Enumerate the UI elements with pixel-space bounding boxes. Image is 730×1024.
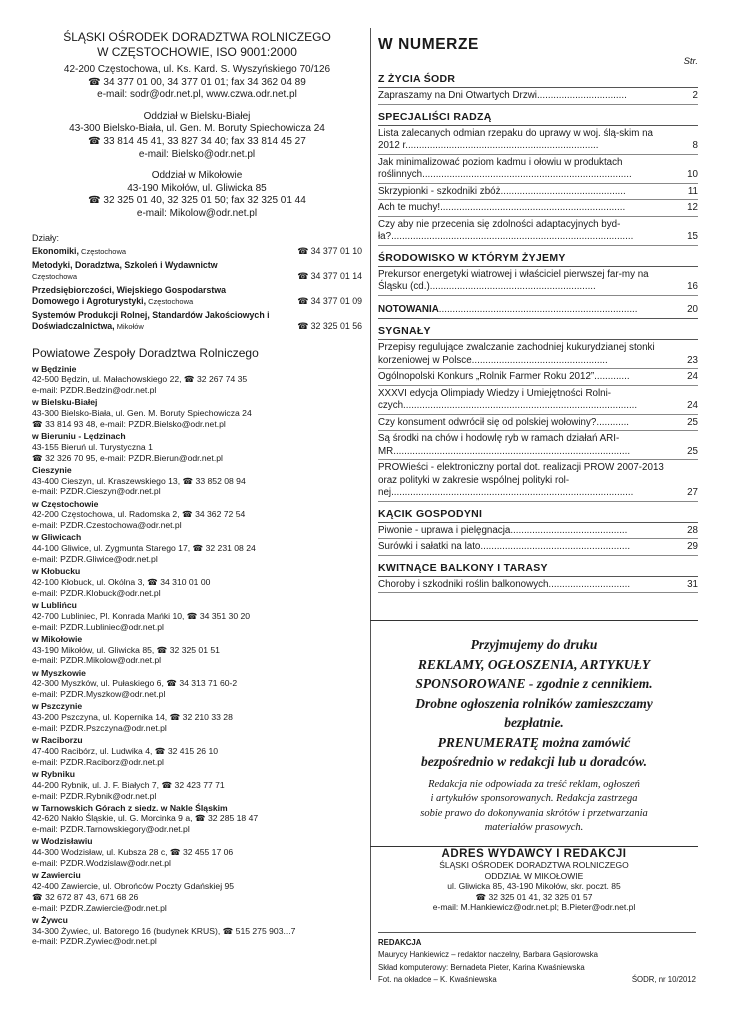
left-column xyxy=(32,30,362,947)
department-phone: ☎ 34 377 01 10 xyxy=(297,245,362,256)
pzdr-line: e-mail: PZDR.Lubliniec@odr.net.pl xyxy=(32,621,164,632)
branch-line: Oddział w Bielsku-Białej xyxy=(143,110,251,122)
pzdr-town: w Gliwicach xyxy=(32,532,82,543)
department-phone: ☎ 34 377 01 14 xyxy=(297,270,362,281)
department-row xyxy=(32,260,362,282)
advert-line: PRENUMERATĘ można zamówić xyxy=(437,734,631,750)
pzdr-line: ☎ 32 326 70 95, e-mail: PZDR.Bierun@odr.net.pl xyxy=(32,452,223,463)
pzdr-line: 42-200 Częstochowa, ul. Radomska 2, ☎ 34 362 72 54 xyxy=(32,509,246,520)
toc-entry-title: Czy konsument odwrócił się od polskiej wołowiny?............ xyxy=(378,416,630,428)
editorial-typesetting: Skład komputerowy: Bernadeta Pieter, Karina Kwaśniewska xyxy=(378,962,585,972)
toc-entry[interactable] xyxy=(378,340,698,369)
pzdr-line: e-mail: PZDR.Zawiercie@odr.net.pl xyxy=(32,902,167,913)
toc-section-heading: KWITNĄCE BALKONY I TARASY xyxy=(378,562,698,577)
pzdr-line: 43-155 Bieruń ul. Turystyczna 1 xyxy=(32,441,153,452)
toc-entry[interactable] xyxy=(378,267,698,296)
department-name: Systemów Produkcji Rolnej, Standardów Jakościowych i Doświadczalnictwa, xyxy=(32,309,270,331)
pzdr-line: e-mail: PZDR.Klobuck@odr.net.pl xyxy=(32,587,161,598)
pzdr-line: 47-400 Racibórz, ul. Ludwika 4, ☎ 32 415 26 10 xyxy=(32,745,219,756)
pzdr-town: w Zawierciu xyxy=(32,870,81,881)
toc-entry[interactable] xyxy=(378,155,698,184)
advert-line: REKLAMY, OGŁOSZENIA, ARTYKUŁY xyxy=(417,656,651,672)
pzdr-line: 42-500 Będzin, ul. Małachowskiego 22, ☎ 32 267 74 35 xyxy=(32,374,248,385)
pzdr-line: e-mail: PZDR.Bedzin@odr.net.pl xyxy=(32,385,157,396)
pzdr-line: 42-300 Myszków, ul. Pułaskiego 6, ☎ 34 313 71 60-2 xyxy=(32,678,238,689)
toc-part2 xyxy=(378,325,698,593)
toc-page-number: 20 xyxy=(687,303,698,315)
pzdr-town: w Tarnowskich Górach z siedz. w Nakle Śląskim xyxy=(32,802,228,813)
pzdr-line: 42-100 Kłobuck, ul. Okólna 3, ☎ 34 310 01 00 xyxy=(32,577,211,588)
pzdr-line: 44-200 Rybnik, ul. J. F. Białych 7, ☎ 32 423 77 71 xyxy=(32,779,225,790)
toc-entry-title: Jak minimalizować poziom kadmu i ołowiu w produktach roślinnych............................................................................. xyxy=(378,156,632,180)
pzdr-entry xyxy=(32,836,362,868)
departments-label: Działy: xyxy=(32,232,60,243)
pzdr-town: w Raciborzu xyxy=(32,735,83,746)
toc-section-heading: NOTOWANIA xyxy=(378,303,439,315)
toc-section-heading: SPECJALIŚCI RADZĄ xyxy=(378,111,698,126)
publisher-lines xyxy=(378,860,690,913)
toc-entry[interactable] xyxy=(378,523,698,540)
department-phone: ☎ 34 377 01 09 xyxy=(297,295,362,306)
page-column-label: Str. xyxy=(683,56,698,67)
toc-page-number: 25 xyxy=(687,416,698,428)
toc-entry-title: Są środki na chów i hodowlę ryb w ramach działań ARI-MR....................................................................................... xyxy=(378,433,631,457)
toc-page-number: 29 xyxy=(687,541,698,552)
branch-bielsko xyxy=(32,111,362,161)
pzdr-entry xyxy=(32,735,362,767)
publisher-line: ODDZIAŁ W MIKOŁOWIE xyxy=(484,870,584,881)
editorial-title: REDAKCJA xyxy=(378,938,422,947)
pzdr-line: e-mail: PZDR.Raciborz@odr.net.pl xyxy=(32,756,164,767)
disclaimer-line: sobie prawo do dokonywania skrótów i przetwarzania xyxy=(420,807,648,819)
disclaimer-line: i artykułów sponsorowanych. Redakcja zastrzega xyxy=(430,793,638,804)
pzdr-line: 42-700 Lubliniec, Pl. Konrada Mańki 10, ☎ 34 351 30 20 xyxy=(32,610,251,621)
toc-notowania[interactable] xyxy=(378,302,698,320)
pzdr-entry xyxy=(32,397,362,429)
pzdr-line: e-mail: PZDR.Gliwice@odr.net.pl xyxy=(32,554,158,565)
pzdr-entry xyxy=(32,634,362,666)
publisher-line: ☎ 32 325 01 41, 32 325 01 57 xyxy=(475,891,593,902)
department-row xyxy=(32,310,362,332)
pzdr-line: 42-400 Zawiercie, ul. Obrońców Poczty Gdańskiej 95 xyxy=(32,881,235,892)
editorial-photo-credit: Fot. na okładce – K. Kwaśniewska xyxy=(378,974,497,984)
toc-entry-title: Przepisy regulujące zwalczanie zachodniej kukurydzianej stonki korzeniowej w Polsce.................................................. xyxy=(378,342,655,366)
pzdr-line: e-mail: PZDR.Rybnik@odr.net.pl xyxy=(32,790,157,801)
toc-entry[interactable] xyxy=(378,88,698,105)
department-city: Częstochowa xyxy=(78,246,127,256)
pzdr-town: w Częstochowie xyxy=(32,498,99,509)
toc-entry[interactable] xyxy=(378,217,698,246)
toc-entry[interactable] xyxy=(378,369,698,386)
pzdr-line: 43-190 Mikołów, ul. Gliwicka 85, ☎ 32 325 01 51 xyxy=(32,644,220,655)
pzdr-entry xyxy=(32,364,362,396)
advert-line: Przyjmujemy do druku xyxy=(470,637,598,652)
toc-page-number: 27 xyxy=(687,487,698,498)
department-row xyxy=(32,285,362,307)
pzdr-town: w Kłobucku xyxy=(32,566,81,577)
toc-entry-title: Surówki i sałatki na lato....................................................... xyxy=(378,541,631,552)
disclaimer-line: materiałów prasowych. xyxy=(484,822,584,833)
org-title-line1: ŚLĄSKI OŚRODEK DORADZTWA ROLNICZEGO xyxy=(63,30,331,44)
pzdr-town: w Myszkowie xyxy=(32,667,86,678)
org-header xyxy=(32,30,362,221)
pzdr-line: 43-400 Cieszyn, ul. Kraszewskiego 13, ☎ 33 852 08 94 xyxy=(32,475,246,486)
pzdr-line: 43-200 Pszczyna, ul. Kopernika 14, ☎ 32 210 33 28 xyxy=(32,712,233,723)
pzdr-entry xyxy=(32,532,362,564)
advert-line: bezpośrednio w redakcji lub u doradców. xyxy=(420,754,647,769)
department-city: Częstochowa xyxy=(32,271,78,281)
pzdr-line: 42-620 Nakło Śląskie, ul. G. Morcinka 9 a, ☎ 32 285 18 47 xyxy=(32,813,259,824)
toc-page-number: 24 xyxy=(687,371,698,382)
pzdr-line: e-mail: PZDR.Wodzislaw@odr.net.pl xyxy=(32,858,171,869)
toc-section-heading: ŚRODOWISKO W KTÓRYM ŻYJEMY xyxy=(378,252,698,267)
department-name: Ekonomiki, xyxy=(32,245,79,256)
pzdr-line: e-mail: PZDR.Myszkow@odr.net.pl xyxy=(32,689,166,700)
pzdr-line: e-mail: PZDR.Pszczyna@odr.net.pl xyxy=(32,722,167,733)
pzdr-line: ☎ 32 672 87 43, 671 68 26 xyxy=(32,891,139,902)
org-address: 42-200 Częstochowa, ul. Ks. Kard. S. Wyszyńskiego 70/126 xyxy=(63,64,331,75)
pzdr-entry xyxy=(32,668,362,700)
toc-entry-title: PROWieści - elektroniczny portal dot. realizacji PROW 2007-2013 oraz polityki w zakresie wspólnej polityki rol-nej......................................................................................... xyxy=(378,462,664,498)
toc-page-number: 15 xyxy=(687,231,698,242)
contents-column xyxy=(378,36,698,593)
toc-page-number: 25 xyxy=(687,445,698,457)
toc-entry-title: Zapraszamy na Dni Otwartych Drzwi................................. xyxy=(378,90,627,101)
pzdr-entry xyxy=(32,870,362,913)
publisher-line: e-mail: M.Hankiewicz@odr.net.pl; B.Pieter@odr.net.pl xyxy=(432,902,636,913)
pzdr-town: w Lublińcu xyxy=(32,600,77,610)
toc-entry[interactable] xyxy=(378,577,698,594)
toc-entry-title: XXXVI edycja Olimpiady Wiedzy i Umiejętności Rolni-czych...................................................................................... xyxy=(378,387,638,411)
toc-entry-title: Ach te muchy!.................................................................... xyxy=(378,202,626,213)
pzdr-town: w Pszczynie xyxy=(32,701,83,712)
toc-section-heading: Z ŻYCIA ŚODR xyxy=(378,73,698,88)
toc-page-number: 8 xyxy=(692,140,698,151)
pzdr-town: Cieszynie xyxy=(32,464,72,475)
branch-mikolow xyxy=(32,170,362,220)
toc-entry[interactable] xyxy=(378,126,698,155)
pzdr-line: 44-300 Wodzisław, ul. Kubsza 28 c, ☎ 32 455 17 06 xyxy=(32,847,234,858)
editorial-box xyxy=(378,932,696,986)
branch-line: e-mail: Bielsko@odr.net.pl xyxy=(138,148,256,160)
toc-page-number: 28 xyxy=(687,524,698,536)
department-city: Częstochowa xyxy=(146,296,194,306)
pzdr-town: w Bieruniu - Lędzinach xyxy=(32,431,126,442)
pzdr-line: 44-100 Gliwice, ul. Zygmunta Starego 17, ☎ 32 231 08 24 xyxy=(32,543,256,554)
advert-line: Drobne ogłoszenia rolników zamieszczamy xyxy=(415,695,653,711)
pzdr-entry xyxy=(32,431,362,463)
toc-page-number: 10 xyxy=(687,169,698,180)
toc-entry[interactable] xyxy=(378,539,698,556)
toc-page-number: 23 xyxy=(687,354,698,366)
department-phone: ☎ 32 325 01 56 xyxy=(297,320,362,331)
pzdr-entry xyxy=(32,600,362,632)
toc-entry[interactable] xyxy=(378,200,698,217)
pzdr-line: ☎ 33 814 93 48, e-mail: PZDR.Bielsko@odr.net.pl xyxy=(32,418,226,429)
pzdr-line: e-mail: PZDR.Zywiec@odr.net.pl xyxy=(32,936,157,947)
publisher-title: ADRES WYDAWCY I REDAKCJI xyxy=(441,848,627,860)
pzdr-town: w Mikołowie xyxy=(32,633,83,644)
pzdr-town: w Rybniku xyxy=(32,768,75,779)
department-row xyxy=(32,246,362,257)
toc-entry-title: Czy aby nie przecenia się zdolności adaptacyjnych byd-ła?......................................................................................... xyxy=(378,218,634,242)
pzdr-line: e-mail: PZDR.Tarnowskiegory@odr.net.pl xyxy=(32,824,190,835)
publisher-line: ŚLĄSKI OŚRODEK DORADZTWA ROLNICZEGO xyxy=(439,860,629,870)
toc-entry[interactable] xyxy=(378,415,698,432)
editorial-editors: Maurycy Hankiewicz – redaktor naczelny, Barbara Gąsiorowska xyxy=(378,950,598,960)
pzdr-line: e-mail: PZDR.Cieszyn@odr.net.pl xyxy=(32,486,161,497)
branch-line: Oddział w Mikołowie xyxy=(151,170,243,182)
org-title-line2: W CZĘSTOCHOWIE, ISO 9001:2000 xyxy=(97,45,297,59)
publisher-address xyxy=(378,848,690,913)
advert-text xyxy=(370,635,698,772)
toc-entry-title: Piwonie - uprawa i pielęgnacja........................................... xyxy=(378,524,628,536)
pzdr-line: 34-300 Żywiec, ul. Batorego 16 (budynek KRUS), ☎ 515 275 903...7 xyxy=(32,925,296,936)
pzdr-entry xyxy=(32,499,362,531)
toc-entry[interactable] xyxy=(378,184,698,201)
branch-line: 43-190 Mikołów, ul. Gliwicka 85 xyxy=(127,182,267,194)
pzdr-line: e-mail: PZDR.Mikolow@odr.net.pl xyxy=(32,655,162,666)
advert-line: SPONSOROWANE - zgodnie z cennikiem. xyxy=(415,676,653,691)
advert-disclaimer xyxy=(370,778,698,836)
pzdr-entry xyxy=(32,769,362,801)
advert-line: bezpłatnie. xyxy=(504,715,564,730)
pzdr-list xyxy=(32,364,362,948)
branch-line: 43-300 Bielsko-Biała, ul. Gen. M. Boruty Spiechowicza 24 xyxy=(69,123,325,135)
toc-entry[interactable] xyxy=(378,386,698,415)
pzdr-title: Powiatowe Zespoły Doradztwa Rolniczego xyxy=(32,345,259,360)
pzdr-line: e-mail: PZDR.Czestochowa@odr.net.pl xyxy=(32,520,182,531)
toc-part1 xyxy=(378,73,698,296)
advert-box xyxy=(370,620,698,847)
toc-entry[interactable] xyxy=(378,460,698,502)
toc-entry-title: Lista zalecanych odmian rzepaku do uprawy w woj. ślą-skim na 2012 r....................................................................... xyxy=(378,127,653,151)
publisher-line: ul. Gliwicka 85, 43-190 Mikołów, skr. poczt. 85 xyxy=(447,881,621,892)
toc-section-heading: KĄCIK GOSPODYNI xyxy=(378,508,698,523)
toc-entry[interactable] xyxy=(378,431,698,460)
toc-dots: ......................................................................... xyxy=(438,303,638,315)
pzdr-town: w Będzinie xyxy=(32,363,77,374)
org-phone: ☎ 34 377 01 00, 34 377 01 01; fax 34 362 04 89 xyxy=(88,76,306,88)
pzdr-town: w Żywcu xyxy=(32,914,68,925)
department-name: Metodyki, Doradztwa, Szkoleń i Wydawnictw xyxy=(32,259,218,270)
toc-entry-title: Choroby i szkodniki roślin balkonowych.............................. xyxy=(378,578,631,590)
disclaimer-line: Redakcja nie odpowiada za treść reklam, ogłoszeń xyxy=(428,778,640,790)
department-city: Mikołów xyxy=(114,321,144,331)
toc-page-number: 16 xyxy=(687,281,698,292)
pzdr-town: w Wodzisławiu xyxy=(32,836,93,847)
branch-line: ☎ 32 325 01 40, 32 325 01 50; fax 32 325 01 44 xyxy=(88,195,306,207)
contents-title: W NUMERZE xyxy=(378,36,479,53)
toc-page-number: 24 xyxy=(687,400,698,411)
toc-page-number: 2 xyxy=(692,90,698,101)
toc-entry-title: Prekursor energetyki wiatrowej i właściciel pierwszej far-my na Śląsku (cd.)............................................................. xyxy=(378,268,649,292)
toc-section-heading: SYGNAŁY xyxy=(378,325,698,340)
department-name: Przedsiębiorczości, Wiejskiego Gospodarstwa Domowego i Agroturystyki, xyxy=(32,284,226,306)
branch-line: ☎ 33 814 45 41, 33 827 34 40; fax 33 814 45 27 xyxy=(88,135,306,147)
pzdr-line: 43-300 Bielsko-Biała, ul. Gen. M. Boruty Spiechowicza 24 xyxy=(32,408,252,419)
pzdr-entry xyxy=(32,465,362,497)
pzdr-entry xyxy=(32,915,362,947)
toc-entry-title: Ogólnopolski Konkurs „Rolnik Farmer Roku 2012”............. xyxy=(378,371,630,382)
pzdr-entry xyxy=(32,566,362,598)
toc-page-number: 11 xyxy=(687,185,698,197)
toc-page-number: 12 xyxy=(687,202,698,213)
branch-line: e-mail: Mikolow@odr.net.pl xyxy=(136,207,258,219)
toc-page-number: 31 xyxy=(687,578,698,590)
issue-number: ŚODR, nr 10/2012 xyxy=(631,974,696,984)
pzdr-entry xyxy=(32,701,362,733)
pzdr-town: w Bielsku-Białej xyxy=(32,397,98,408)
toc-entry-title: Skrzypionki - szkodniki zbóż.............................................. xyxy=(378,185,626,197)
pzdr-entry xyxy=(32,803,362,835)
org-email: e-mail: sodr@odr.net.pl, www.czwa.odr.net.pl xyxy=(97,89,297,101)
